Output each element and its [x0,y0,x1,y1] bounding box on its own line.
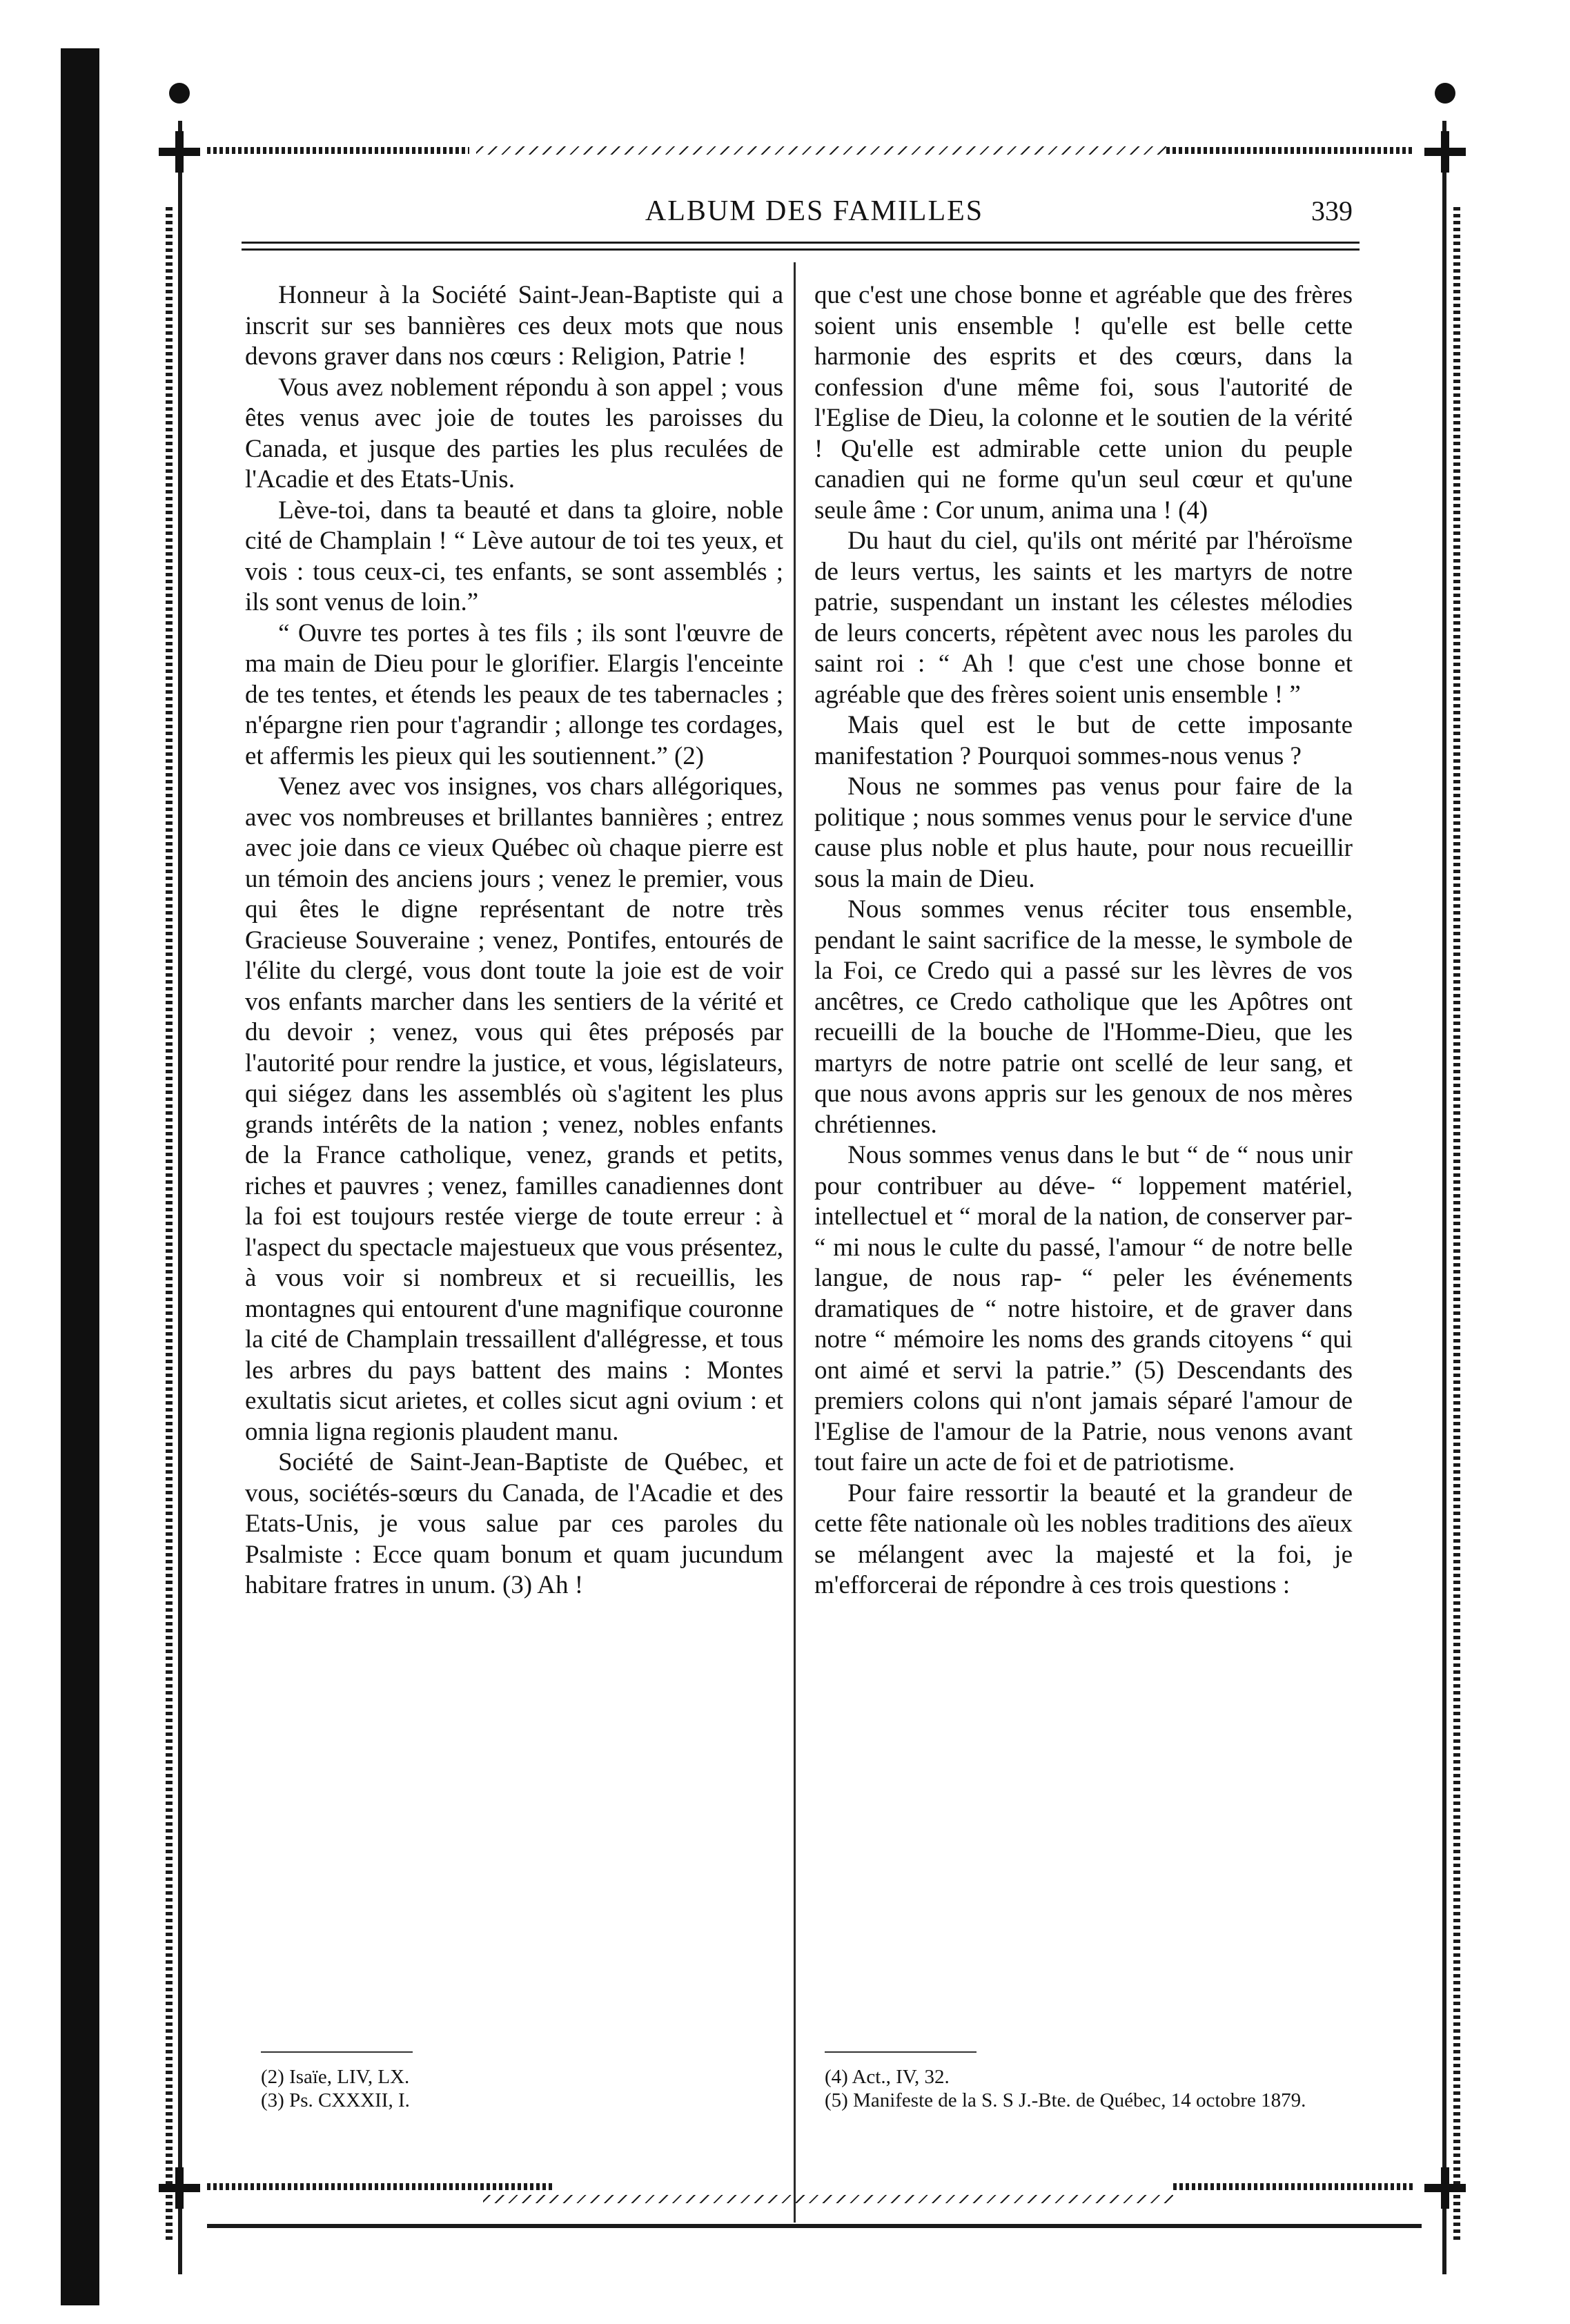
paragraph: Vous avez noblement répondu à son appel ; vous êtes venus avec joie de toutes les paroisses du Canada, et jusque des parties les plus reculées de l'Acadie et des Etats-Unis. [245,373,783,494]
frame-right-line [1442,121,1446,2274]
footnote-rule [261,2051,413,2053]
frame-bottom-dashes-left [207,2183,552,2190]
frame-top-wave [476,146,1166,155]
right-column [814,280,1353,1601]
frame-bottom-wave [483,2195,1173,2203]
footnote-rule [825,2051,977,2053]
frame-left-dashes [166,207,173,2243]
paragraph: Pour faire ressortir la beauté et la grandeur de cette fête nationale où les nobles traditions des aïeux se mélangent avec la majesté et la foi, je m'efforcerai de répondre à ces trois questions : [814,1478,1353,1599]
fleur-ornament-icon [159,131,200,173]
header-rule-bottom [242,248,1360,251]
paragraph: que c'est une chose bonne et agréable que des frères soient unis ensemble ! qu'elle est belle cette harmonie des esprits et des cœurs, dans la confession d'une même foi, sous l'autorité de l'Eglise de Dieu, la colonne et le soutien de la vérité ! Qu'elle est admirable cette union du peuple canadien qui ne forme qu'un seul cœur et qu'une seule âme : Cor unum, anima una ! (4) [814,281,1353,525]
paragraph: Du haut du ciel, qu'ils ont mérité par l'héroïsme de leurs vertus, les saints et les martyrs de notre patrie, suspendant un instant les célestes mélodies de leurs concerts, répètent avec nous les paroles du saint roi : “ Ah ! que c'est une chose bonne et agréable que des frères soient unis ensemble ! ” [814,527,1353,709]
running-head: ALBUM DES FAMILLES [645,195,984,227]
fleur-ornament-icon [169,83,190,104]
footnotes-left [261,2051,772,2112]
paragraph: “ Ouvre tes portes à tes fils ; ils sont l'œuvre de ma main de Dieu pour le glorifier. Elargis l'enceinte de tes tentes, et étends les peaux de tes tabernacles ; n'épargne rien pour t'agrandir ; allonge tes cordages, et affermis les pieux qui les soutiennent.” (2) [245,618,783,770]
fleur-ornament-icon [1424,2167,1466,2209]
footnote: (5) Manifeste de la S. S J.-Bte. de Québec, 14 octobre 1879. [825,2089,1306,2111]
frame-right-dashes [1453,207,1460,2243]
paragraph: Mais quel est le but de cette imposante manifestation ? Pourquoi sommes-nous venus ? [814,711,1353,770]
paragraph: Lève-toi, dans ta beauté et dans ta gloire, noble cité de Champlain ! “ Lève autour de toi tes yeux, et vois : tous ceux-ci, tes enfants, se sont assemblés ; ils sont venus de loin.” [245,496,783,616]
frame-bottom-line [207,2224,1422,2228]
left-column [245,280,783,1601]
footnote: (2) Isaïe, LIV, LX. [261,2066,410,2088]
frame-top-dashes-right [1166,147,1415,154]
paragraph: Honneur à la Société Saint-Jean-Baptiste qui a inscrit sur ses bannières ces deux mots que nous devons graver dans nos cœurs : Religion, Patrie ! [245,281,783,371]
paragraph: Nous sommes venus réciter tous ensemble, pendant le saint sacrifice de la messe, le symbole de la Foi, ce Credo qui a passé sur les lèvres de vos ancêtres, ce Credo catholique que les Apôtres ont recueilli de la bouche de l'Homme-Dieu, que les martyrs de notre patrie ont scellé de leur sang, et que nous avons appris sur les genoux de nos mères chrétiennes. [814,895,1353,1139]
fleur-ornament-icon [1435,83,1455,104]
frame-top-dashes-left [207,147,469,154]
frame-bottom-dashes-right [1173,2183,1415,2190]
paragraph: Venez avec vos insignes, vos chars allégoriques, avec vos nombreuses et brillantes bannières ; entrez avec joie dans ce vieux Québec où chaque pierre est un témoin des anciens jours ; venez le premier, vous qui êtes le digne représentant de notre très Gracieuse Souveraine ; venez, Pontifes, entourés de l'élite du clergé, vous dont toute la joie est de voir vos enfants marcher dans les sentiers de la vérité et du devoir ; venez, vous qui êtes préposés par l'autorité pour rendre la justice, et vous, législateurs, qui siégez dans les assemblés où s'agitent les plus grands intérêts de la nation ; venez, nobles enfants de la France catholique, venez, grands et petits, riches et pauvres ; venez, familles canadiennes dont la foi est toujours restée vierge de toute erreur : à l'aspect du spectacle majestueux que vous présentez, à vous voir si nombreux et si recueillis, les montagnes qui entourent d'une magnifique couronne la cité de Champlain tressaillent d'allégresse, et tous les arbres du pays battent des mains : Montes exultatis sicut arietes, et colles sicut agni ovium : et omnia ligna regionis plaudent manu. [245,772,783,1446]
fleur-ornament-icon [159,2167,200,2209]
frame-left-line [178,121,182,2274]
column-divider [794,262,796,2223]
fleur-ornament-icon [1424,131,1466,173]
paragraph: Nous ne sommes pas venus pour faire de la politique ; nous sommes venus pour le service d'une cause plus noble et plus haute, pour nous recueillir sous la main de Dieu. [814,772,1353,893]
footnote: (4) Act., IV, 32. [825,2066,950,2088]
footnotes-right [825,2051,1349,2112]
paragraph: Société de Saint-Jean-Baptiste de Québec, et vous, sociétés-sœurs du Canada, de l'Acadie et des Etats-Unis, je vous salue par ces paroles du Psalmiste : Ecce quam bonum et quam jucundum habitare fratres in unum. (3) Ah ! [245,1448,783,1599]
page-number: 339 [1311,195,1353,226]
header-rule-top [242,242,1360,244]
page-edge-bar [61,48,99,2305]
footnote: (3) Ps. CXXXII, I. [261,2089,410,2111]
paragraph: Nous sommes venus dans le but “ de “ nous unir pour contribuer au déve- “ loppement matériel, intellectuel et “ moral de la nation, de conserver par- “ mi nous le culte du passé, l'amour “ de notre belle langue, de nous rap- “ peler les événements dramatiques de “ notre histoire, et de graver dans notre “ mémoire les noms des grands citoyens “ qui ont aimé et servi la patrie.” (5) Descendants des premiers colons qui n'ont jamais séparé l'amour de l'Eglise de l'amour de la Patrie, nous venons avant tout faire un acte de foi et de patriotisme. [814,1141,1353,1476]
